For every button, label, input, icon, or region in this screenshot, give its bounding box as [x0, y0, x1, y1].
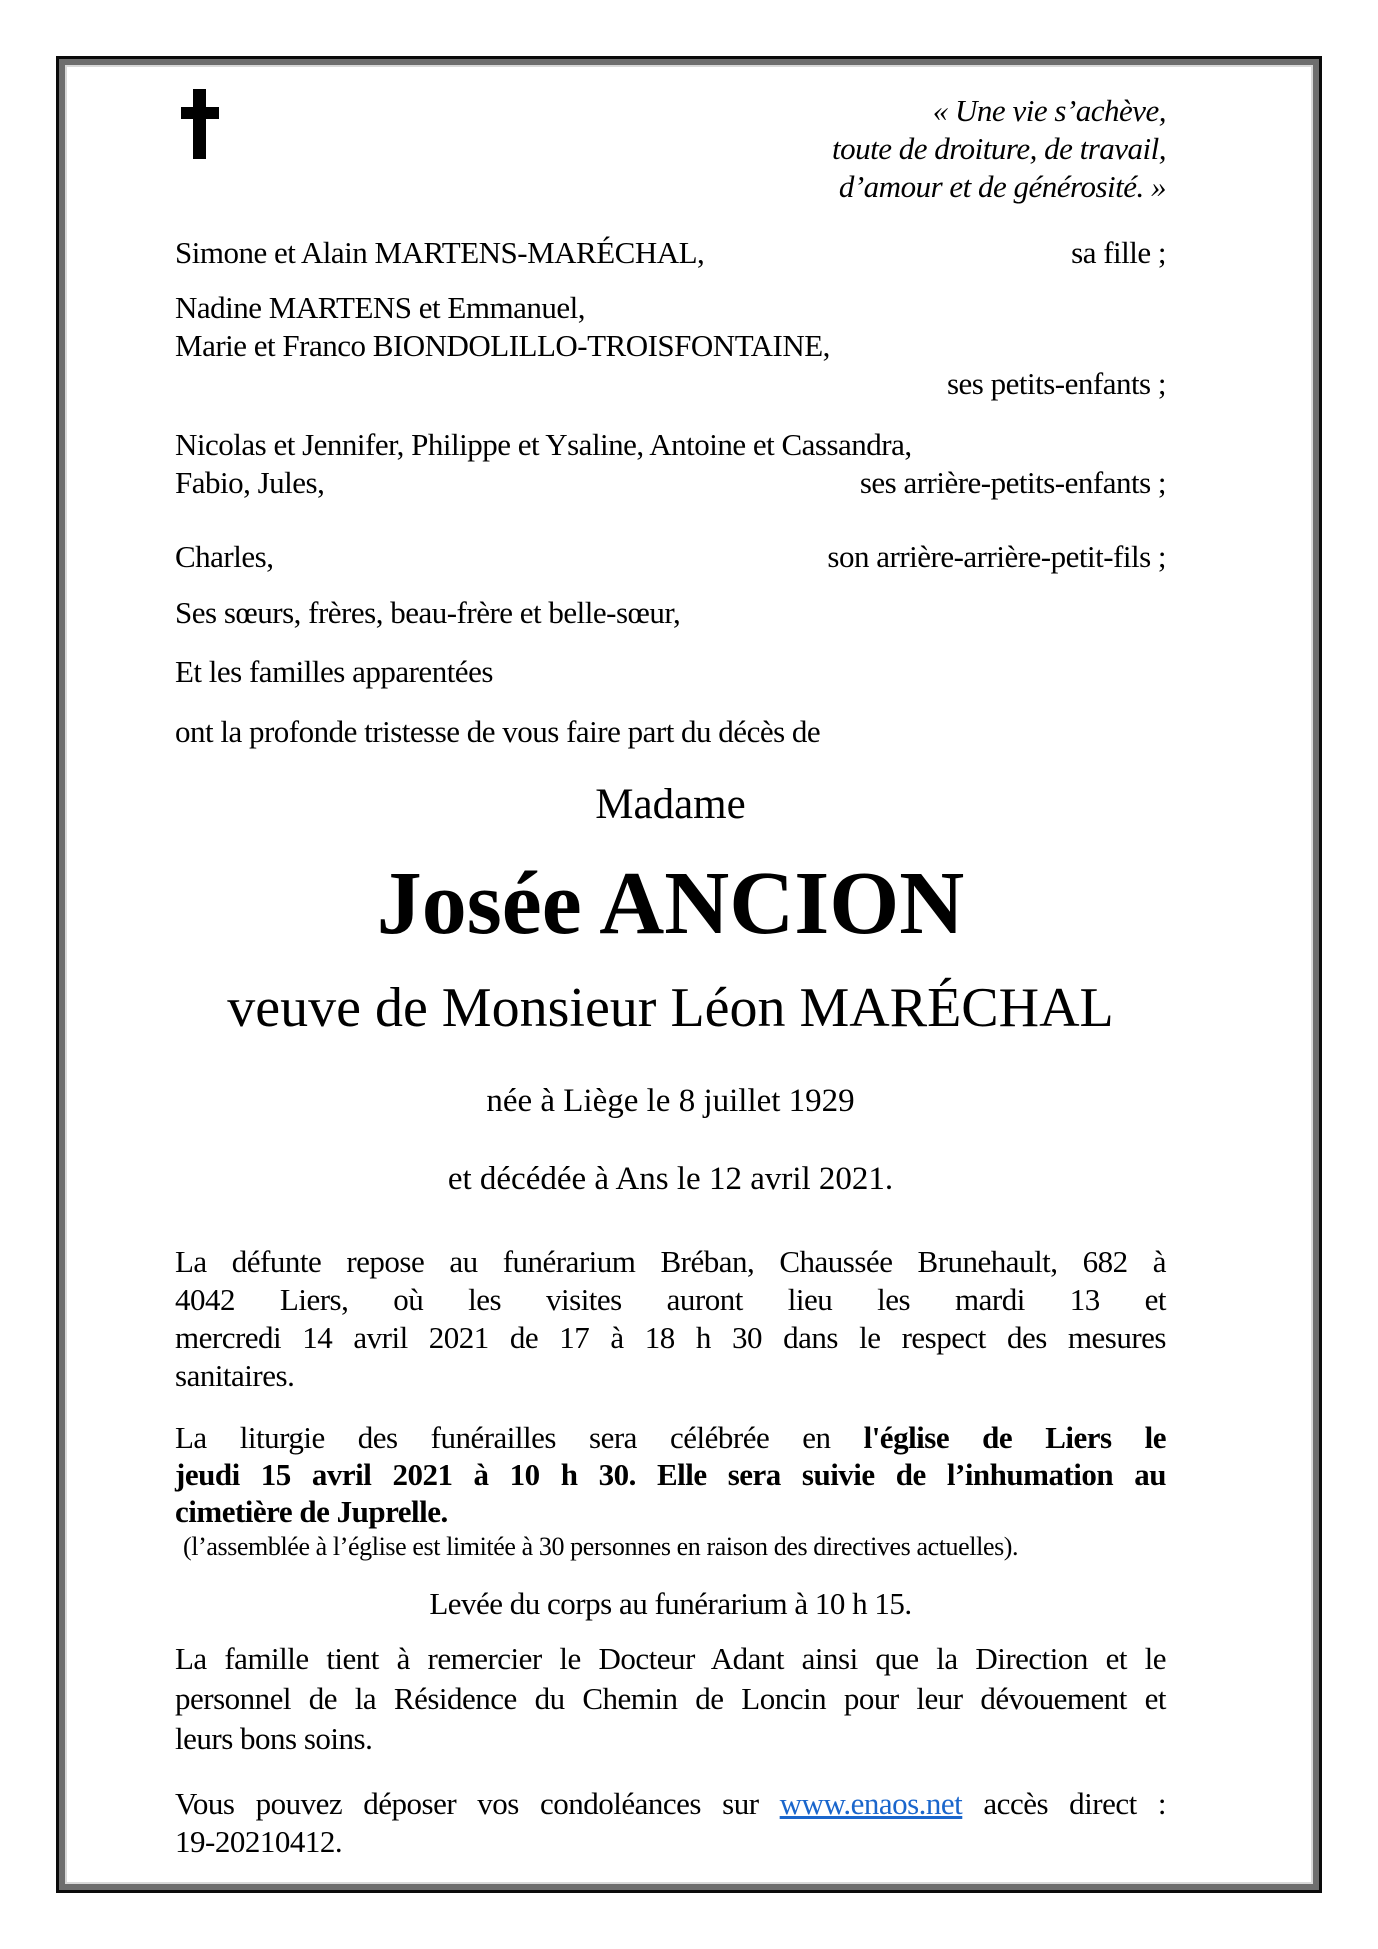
- family-names: Nadine MARTENS et Emmanuel,: [175, 290, 585, 325]
- paragraph-line: leurs bons soins.: [175, 1721, 373, 1756]
- quote-line: « Une vie s’achève,: [932, 93, 1166, 128]
- paragraph-line: 4042 Liers, où les visites auront lieu les mardi 13 et: [175, 1282, 1166, 1317]
- enaos-link[interactable]: www.enaos.net: [779, 1786, 963, 1821]
- paragraph-line: La liturgie des funérailles sera célébrée en l'église de Liers le: [175, 1420, 1167, 1455]
- death-line: et décédée à Ans le 12 avril 2021.: [447, 1161, 894, 1197]
- relation-label: sa fille ;: [1071, 235, 1166, 270]
- paragraph-line: mercredi 14 avril 2021 de 17 à 18 h 30 dans le respect des mesures: [175, 1320, 1166, 1355]
- family-row-great-great-grandson: [175, 538, 1166, 576]
- paragraph-line: sanitaires.: [175, 1358, 295, 1393]
- relation-label: ses petits-enfants ;: [946, 366, 1166, 401]
- paragraph-line: personnel de la Résidence du Chemin de Loncin pour leur dévouement et: [175, 1681, 1166, 1716]
- relation-label: son arrière-arrière-petit-fils ;: [827, 539, 1166, 574]
- thanks-paragraph: [175, 1639, 1166, 1759]
- family-names: Simone et Alain MARTENS-MARÉCHAL,: [175, 235, 705, 270]
- deceased-title: Madame: [595, 781, 746, 828]
- liturgy-paragraph: [175, 1419, 1166, 1530]
- family-row-grandchildren: [175, 289, 1166, 403]
- repose-paragraph: [175, 1243, 1166, 1395]
- announcement-line: ont la profonde tristesse de vous faire part du décès de: [175, 714, 821, 749]
- related-families-line: Et les familles apparentées: [175, 654, 493, 689]
- quote-line: d’amour et de générosité. »: [838, 169, 1166, 204]
- assembly-note: (l’assemblée à l’église est limitée à 30 personnes en raison des directives actuelles).: [183, 1532, 1019, 1561]
- paragraph-line: Vous pouvez déposer vos condoléances sur www.enaos.net accès direct :: [175, 1786, 1166, 1821]
- paragraph-line: La défunte repose au funérarium Bréban, Chaussée Brunehault, 682 à: [175, 1244, 1166, 1279]
- quote-line: toute de droiture, de travail,: [832, 131, 1166, 166]
- levee-line: Levée du corps au funérarium à 10 h 15.: [429, 1586, 912, 1621]
- paragraph-line: jeudi 15 avril 2021 à 10 h 30. Elle sera suivie de l’inhumation au: [175, 1457, 1166, 1492]
- siblings-line: Ses sœurs, frères, beau-frère et belle-sœur,: [175, 595, 681, 630]
- deceased-name: Josée ANCION: [376, 854, 965, 953]
- paragraph-line: cimetière de Juprelle.: [175, 1494, 448, 1529]
- family-row-daughter: [175, 234, 1166, 272]
- paragraph-line: 19-20210412.: [175, 1824, 343, 1859]
- paragraph-line: La famille tient à remercier le Docteur Adant ainsi que la Direction et le: [175, 1641, 1166, 1676]
- family-row-great-grandchildren: [175, 426, 1166, 502]
- card-content: [67, 67, 1166, 1861]
- family-names: Nicolas et Jennifer, Philippe et Ysaline, Antoine et Cassandra,: [175, 427, 912, 462]
- family-names: Fabio, Jules,: [175, 465, 325, 500]
- widow-line: veuve de Monsieur Léon MARÉCHAL: [227, 977, 1114, 1039]
- birth-line: née à Liège le 8 juillet 1929: [486, 1083, 855, 1119]
- opening-quote: [175, 92, 1166, 206]
- condolences-paragraph: [175, 1785, 1166, 1861]
- family-names: Marie et Franco BIONDOLILLO-TROISFONTAINE,: [175, 328, 830, 363]
- family-names: Charles,: [175, 539, 274, 574]
- relation-label: ses arrière-petits-enfants ;: [859, 465, 1166, 500]
